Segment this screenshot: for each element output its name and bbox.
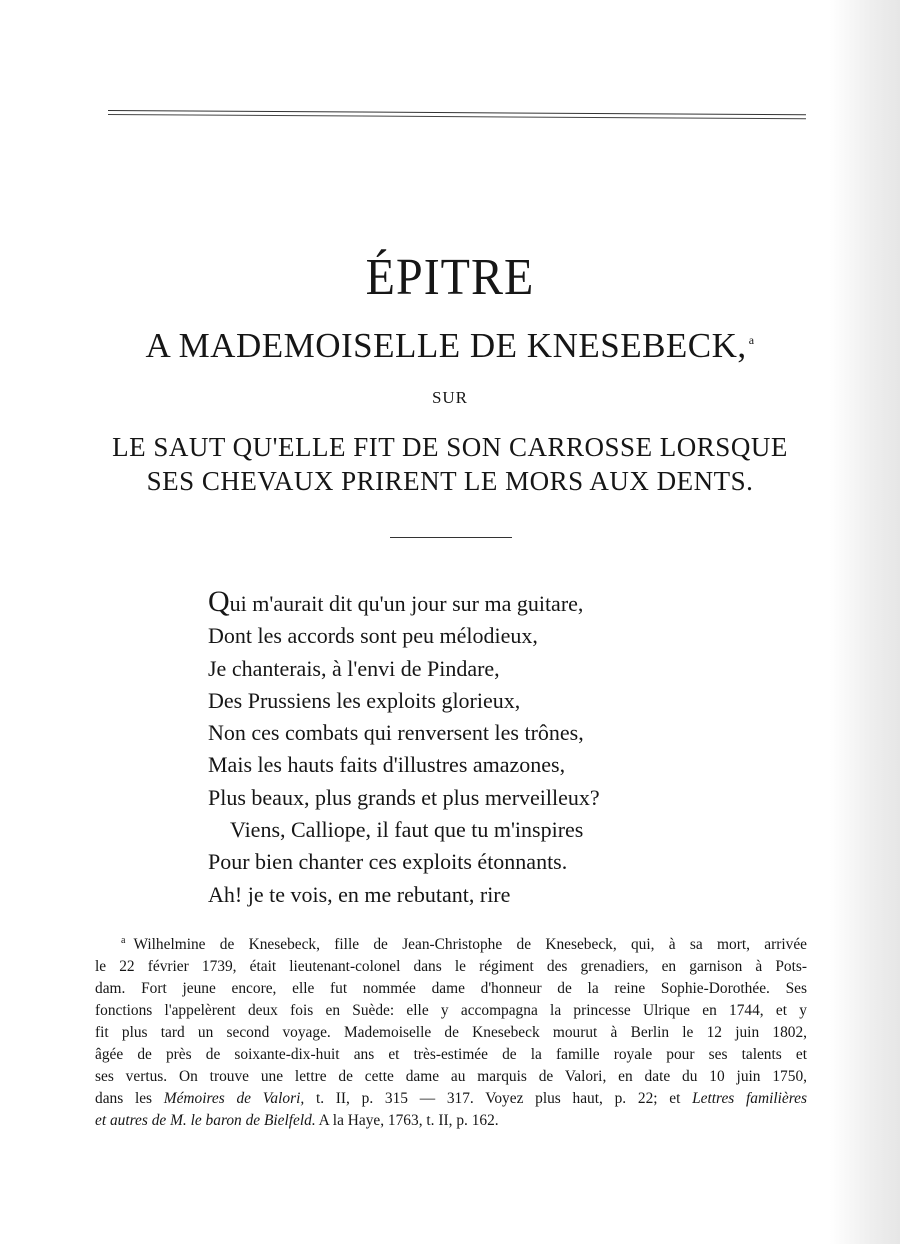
footnote-line: fonctions l'appelèrent deux fois en Suède: elle y accompagna la princesse Ulrique en 1744, et y	[95, 1002, 807, 1020]
poem-line: Non ces combats qui renversent les trônes,	[208, 720, 584, 746]
footnote-text: dans les	[95, 1090, 164, 1108]
poem-line-1	[208, 586, 728, 620]
footnote-citation: et autres de M. le baron de Bielfeld.	[95, 1112, 316, 1130]
poem-line: Je chanterais, à l'envi de Pindare,	[208, 655, 500, 681]
dedicatee-text: A MADEMOISELLE DE KNESEBECK,	[145, 326, 747, 365]
footnote-line: ses vertus. On trouve une lettre de cette dame au marquis de Valori, en date du 10 juin 1750,	[95, 1068, 807, 1086]
poem-line: Des Prussiens les exploits glorieux,	[208, 687, 521, 713]
separator-rule	[390, 537, 512, 538]
footnote-line: le 22 février 1739, était lieutenant-colonel dans le régiment des grenadiers, en garnison à Pots-	[95, 958, 807, 976]
footnote-reference: a	[748, 333, 755, 348]
footnote-line-1-text: Wilhelmine de Knesebeck, fille de Jean-Christophe de Knesebeck, qui, à sa mort, arrivée	[133, 936, 807, 954]
poem-body	[208, 586, 728, 911]
poem-title: ÉPITRE	[365, 248, 535, 307]
sur-heading: SUR	[431, 388, 469, 407]
page-edge-shadow	[830, 0, 900, 1244]
footnote-line: âgée de près de soixante-dix-huit ans et très-estimée de la famille royale pour ses talents et	[95, 1046, 807, 1064]
top-rule-second	[108, 114, 806, 119]
initial-letter: Q	[208, 585, 230, 618]
footnote-line: dam. Fort jeune encore, elle fut nommée dame d'honneur de la reine Sophie-Dorothée. Ses	[95, 980, 807, 998]
poem-line: Pour bien chanter ces exploits étonnants.	[208, 849, 568, 875]
footnote-line	[95, 1110, 807, 1132]
poem-line: Plus beaux, plus grands et plus merveilleux?	[208, 784, 600, 810]
poem-line: Mais les hauts faits d'illustres amazones,	[208, 752, 566, 778]
subtitle	[100, 430, 800, 498]
footnote-line: fit plus tard un second voyage. Mademoiselle de Knesebeck mourut à Berlin le 12 juin 1802,	[95, 1024, 807, 1042]
footnote-line	[95, 930, 807, 956]
subtitle-line-2: SES CHEVAUX PRIRENT LE MORS AUX DENTS.	[146, 466, 754, 496]
poem-line: Viens, Calliope, il faut que tu m'inspires	[230, 817, 584, 843]
dedication-heading	[100, 326, 800, 366]
footnote-citation: Lettres familières	[692, 1090, 808, 1108]
footnote-mark: a	[121, 935, 126, 946]
footnote-text: t. II, p. 315 — 317. Voyez plus haut, p. 22; et	[304, 1090, 693, 1108]
footnote-line	[95, 1088, 807, 1110]
footnote-text: A la Haye, 1763, t. II, p. 162.	[315, 1112, 499, 1130]
subtitle-line-1: LE SAUT QU'ELLE FIT DE SON CARROSSE LORSQUE	[112, 432, 788, 462]
footnote	[95, 930, 807, 1132]
poem-line: Dont les accords sont peu mélodieux,	[208, 623, 538, 649]
poem-line: Ah! je te vois, en me rebutant, rire	[208, 881, 511, 907]
poem-line-1-text: ui m'aurait dit qu'un jour sur ma guitare,	[229, 591, 584, 616]
footnote-citation: Mémoires de Valori,	[163, 1090, 305, 1108]
